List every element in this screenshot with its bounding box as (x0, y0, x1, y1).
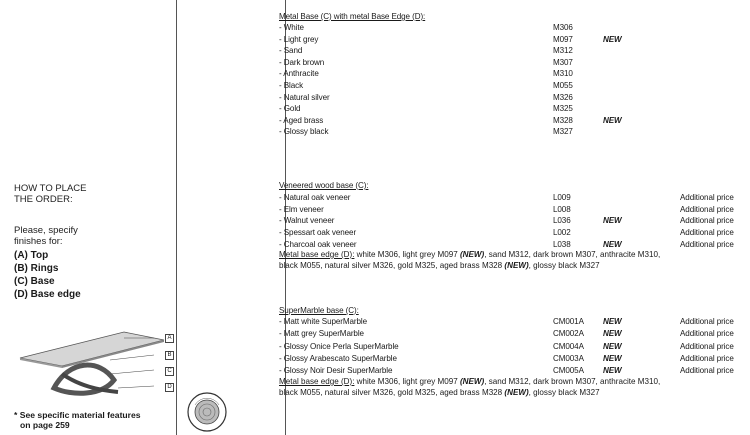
finish-list (14, 249, 81, 301)
finish-item-base: (C) Base (14, 276, 55, 287)
metal-row (279, 34, 318, 45)
how-to-line-1: HOW TO PLACE (14, 183, 87, 194)
supermarble-row: - Glossy Noir Desir SuperMarble (279, 365, 393, 376)
specify-text (14, 225, 78, 247)
veneer-base-title: Veneered wood base (C): (279, 180, 369, 190)
metal-row (279, 57, 324, 68)
specify-line-2: finishes for: (14, 236, 63, 247)
metal-row (279, 92, 330, 103)
finish-code: M326 (553, 91, 573, 102)
finish-name: - Black (279, 80, 304, 90)
finish-item-rings: (B) Rings (14, 263, 59, 274)
veneer-row: - Natural oak veneer (279, 192, 351, 202)
additional-price: Additional price (680, 203, 734, 214)
finish-item-base-edge: (D) Base edge (14, 289, 81, 300)
solid-wood-stamp (186, 391, 228, 433)
metal-row (279, 68, 319, 79)
how-to-order-heading (14, 183, 87, 205)
finish-code: L009 (553, 192, 571, 202)
edge-text: white M306, light grey M097 (354, 249, 460, 259)
edge-text: , glossy black M327 (528, 387, 600, 398)
footnote (14, 410, 141, 430)
finish-code: CM005A (553, 365, 584, 376)
finish-code: CM004A (553, 340, 584, 351)
footnote-line-1: * See specific material features (14, 410, 141, 420)
new-badge: NEW (603, 328, 622, 339)
additional-price: Additional price (680, 238, 734, 249)
finish-name: - Aged brass (279, 114, 324, 125)
edge-text: , sand M312, dark brown M307, anthracite M310, (484, 249, 661, 259)
footnote-line-2: on page 259 (20, 420, 70, 430)
supermarble-edge-note (279, 376, 711, 398)
finish-code: M325 (553, 103, 573, 114)
label-d: D (165, 383, 174, 392)
finish-item-top: (A) Top (14, 250, 49, 261)
supermarble-row: - Glossy Arabescato SuperMarble (279, 352, 397, 363)
metal-row (279, 22, 304, 33)
edge-label: Metal base edge (D): (279, 376, 355, 386)
supermarble-row: - Matt white SuperMarble (279, 316, 367, 326)
finish-code: M328 (553, 114, 573, 125)
finish-code: L038 (553, 238, 571, 249)
finish-code: CM002A (553, 328, 584, 339)
table-illustration (14, 330, 174, 398)
finish-name: - Natural silver (279, 91, 330, 102)
veneer-row: - Charcoal oak veneer (279, 238, 357, 249)
metal-row (279, 45, 302, 56)
new-badge: NEW (603, 215, 622, 226)
veneer-row: - Elm veneer (279, 203, 324, 214)
new-badge: NEW (603, 352, 622, 363)
finish-code: M055 (553, 80, 573, 90)
metal-row (279, 80, 303, 91)
new-badge: NEW (603, 114, 622, 125)
edge-text: , glossy black M327 (528, 260, 600, 271)
finish-code: M307 (553, 56, 573, 67)
finish-name: - White (279, 22, 304, 32)
edge-label: Metal base edge (D): (279, 249, 355, 259)
new-tag: (NEW) (504, 260, 529, 271)
veneer-edge-note (279, 249, 711, 271)
new-tag: (NEW) (504, 387, 529, 398)
metal-row (279, 126, 328, 137)
finish-code: CM001A (553, 316, 584, 326)
additional-price: Additional price (680, 316, 734, 326)
specify-line-1: Please, specify (14, 225, 78, 236)
finish-code: M312 (553, 45, 573, 56)
new-badge: NEW (603, 238, 622, 249)
supermarble-base-title: SuperMarble base (C): (279, 305, 359, 315)
finish-code: CM003A (553, 352, 584, 363)
how-to-line-2: THE ORDER: (14, 194, 73, 205)
finish-code: L002 (553, 227, 571, 238)
metal-row (279, 103, 300, 114)
new-badge: NEW (603, 33, 622, 44)
edge-text: black M055, natural silver M326, gold M325, aged brass M328 (279, 387, 505, 398)
finish-name: - Dark brown (279, 56, 325, 67)
new-badge: NEW (603, 340, 622, 351)
finish-code: L036 (553, 215, 571, 226)
finish-name: - Light grey (279, 33, 319, 44)
additional-price: Additional price (680, 192, 734, 202)
additional-price: Additional price (680, 365, 734, 376)
finish-code: L008 (553, 203, 571, 214)
finish-name: - Anthracite (279, 68, 319, 79)
veneer-row: - Walnut veneer (279, 215, 335, 226)
new-badge: NEW (603, 365, 622, 376)
edge-text: white M306, light grey M097 (354, 376, 460, 386)
label-b: B (165, 351, 174, 360)
new-tag: (NEW) (459, 376, 485, 386)
new-badge: NEW (603, 316, 622, 326)
finish-name: - Gold (279, 103, 301, 114)
edge-text: , sand M312, dark brown M307, anthracite M310, (484, 376, 661, 386)
finish-name: - Sand (279, 45, 303, 56)
additional-price: Additional price (680, 328, 734, 339)
label-a: A (165, 334, 174, 343)
veneer-row: - Spessart oak veneer (279, 227, 357, 238)
metal-base-title: Metal Base (C) with metal Base Edge (D): (279, 11, 426, 21)
additional-price: Additional price (680, 215, 734, 226)
edge-text: black M055, natural silver M326, gold M325, aged brass M328 (279, 260, 505, 271)
column-divider-left (176, 0, 177, 435)
metal-row (279, 115, 323, 126)
new-tag: (NEW) (459, 249, 485, 259)
supermarble-row: - Matt grey SuperMarble (279, 328, 364, 339)
additional-price: Additional price (680, 340, 734, 351)
additional-price: Additional price (680, 352, 734, 363)
finish-code: M310 (553, 68, 573, 79)
finish-code: M306 (553, 22, 573, 32)
supermarble-row: - Glossy Onice Perla SuperMarble (279, 340, 399, 351)
finish-name: - Glossy black (279, 126, 329, 137)
additional-price: Additional price (680, 227, 734, 238)
table-top-shape (20, 332, 164, 366)
finish-code: M327 (553, 126, 573, 137)
label-c: C (165, 367, 174, 376)
finish-code: M097 (553, 33, 573, 44)
